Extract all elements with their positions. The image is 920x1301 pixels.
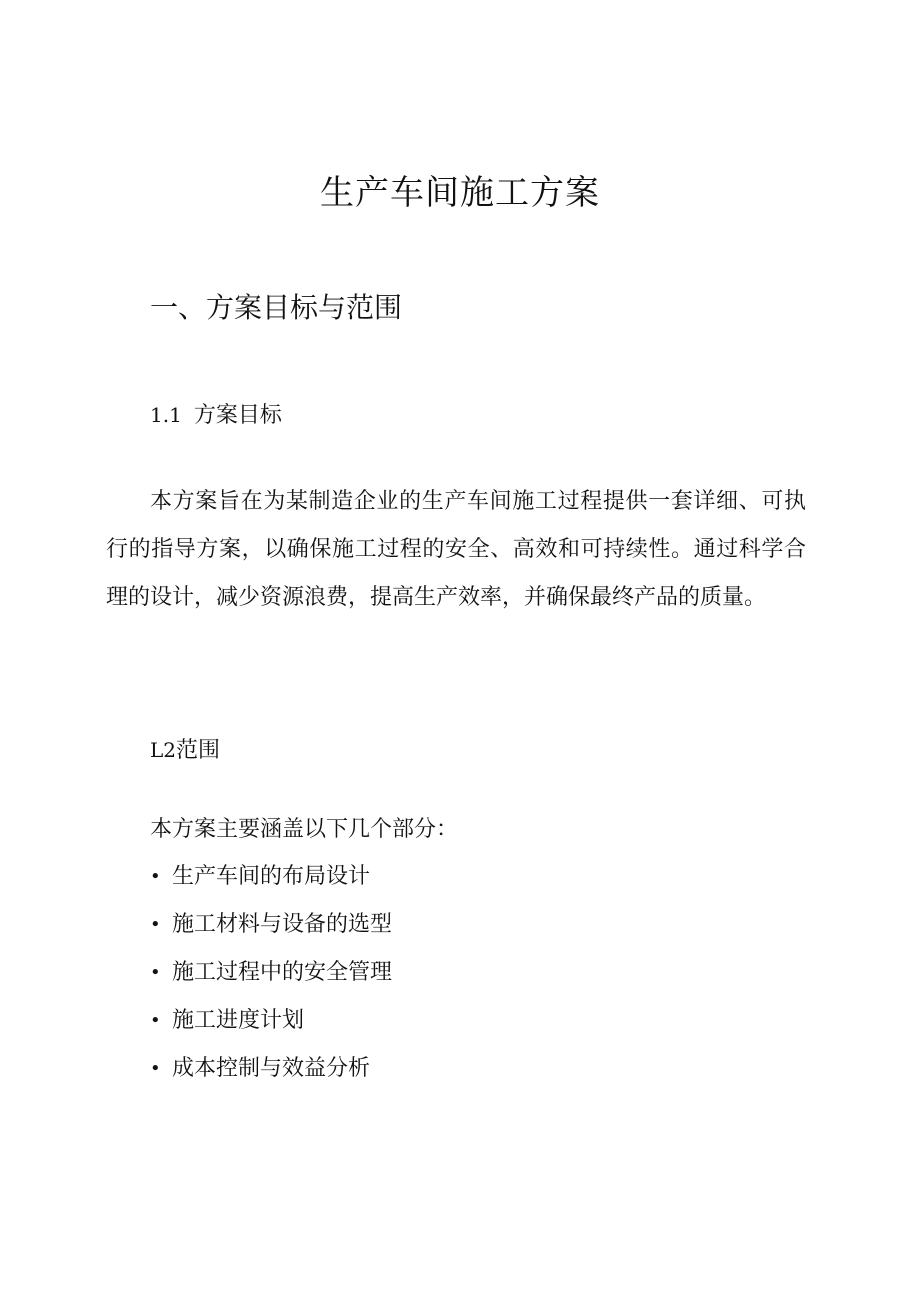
list-item [150,1004,392,1052]
scope-list [150,860,392,1100]
scope-intro: 本方案主要涵盖以下几个部分： [150,817,459,842]
section-heading-1: 一、方案目标与范围 [150,291,403,324]
list-item [150,1052,392,1100]
list-item-text: 成本控制与效益分析 [172,1056,371,1081]
subsection-label: 方案目标 [193,403,282,428]
bullet-icon: • [150,914,161,935]
list-item-text: 施工进度计划 [172,1008,305,1033]
bullet-icon: • [150,1058,161,1079]
list-item [150,956,392,1004]
subsection-number: 1.1 [150,403,182,427]
list-item-text: 施工材料与设备的选型 [172,912,393,937]
subsection-heading-1-1 [150,398,282,433]
list-item-text: 施工过程中的安全管理 [172,960,393,985]
list-item [150,860,392,908]
bullet-icon: • [150,866,161,887]
document-title: 生产车间施工方案 [320,173,600,213]
bullet-icon: • [150,1010,161,1031]
subsection-heading-1-2 [150,733,220,768]
objective-paragraph: 本方案旨在为某制造企业的生产车间施工过程提供一套详细、可执行的指导方案，以确保施工过程的安全、高效和可持续性。通过科学合理的设计，减少资源浪费，提高生产效率，并确保最终产品的质量。 [106,489,806,610]
list-item [150,908,392,956]
list-item-text: 生产车间的布局设计 [172,864,371,889]
subsection-number: L2 [150,738,177,762]
subsection-label: 范围 [176,738,221,763]
bullet-icon: • [150,962,161,983]
